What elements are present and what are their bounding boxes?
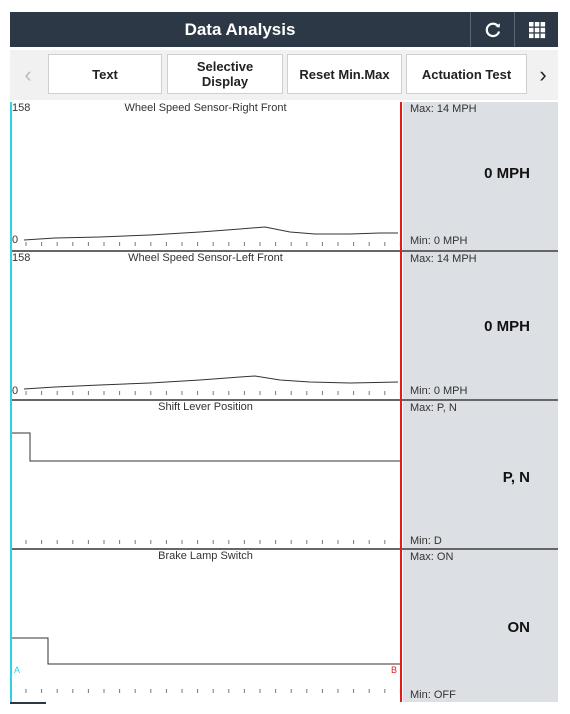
- refresh-icon: [483, 20, 503, 40]
- max-value: Max: P, N: [410, 402, 457, 414]
- actuation-test-button[interactable]: Actuation Test: [406, 54, 527, 94]
- max-value: Max: 14 MPH: [410, 253, 477, 265]
- grid-menu-icon: [528, 21, 546, 39]
- signal-trace: [24, 376, 398, 389]
- text-button[interactable]: Text: [48, 54, 162, 94]
- scale-min-label: 0: [12, 234, 19, 246]
- cursor-a-line[interactable]: [10, 102, 12, 702]
- chevron-right-icon[interactable]: ›: [539, 62, 547, 87]
- min-value: Min: OFF: [410, 689, 456, 701]
- current-value: 0 MPH: [484, 165, 530, 182]
- toolbar: [10, 50, 558, 100]
- scroll-indicator: [10, 702, 46, 704]
- graph-title: Brake Lamp Switch: [158, 550, 253, 562]
- current-value: ON: [507, 619, 530, 636]
- chevron-left-icon[interactable]: ‹: [24, 62, 32, 87]
- value-panel-shift-lever: [403, 401, 558, 548]
- current-value: 0 MPH: [484, 318, 530, 335]
- min-value: Min: 0 MPH: [410, 235, 468, 247]
- value-panel-right-front: [403, 102, 558, 250]
- graph-shift-lever-position[interactable]: [10, 401, 401, 548]
- graph-plot: [10, 550, 401, 702]
- cursor-a-label: A: [14, 665, 21, 675]
- max-value: Max: 14 MPH: [410, 103, 477, 115]
- graph-brake-lamp-switch[interactable]: [10, 550, 401, 702]
- cursor-b-line[interactable]: [400, 102, 402, 702]
- scale-max-label: 158: [12, 102, 31, 114]
- refresh-button[interactable]: [470, 12, 515, 47]
- cursor-b-label: B: [391, 665, 398, 675]
- signal-trace: [12, 638, 400, 664]
- current-value: P, N: [502, 469, 530, 486]
- min-value: Min: D: [410, 535, 442, 547]
- reset-min-max-button[interactable]: Reset Min.Max: [287, 54, 402, 94]
- scale-max-label: 158: [12, 252, 31, 264]
- max-value: Max: ON: [410, 551, 454, 563]
- min-value: Min: 0 MPH: [410, 385, 468, 397]
- value-panel-brake-lamp: [403, 550, 558, 702]
- grid-menu-button[interactable]: [514, 12, 559, 47]
- graph-title: Wheel Speed Sensor-Left Front: [128, 252, 283, 264]
- selective-display-button[interactable]: Selective Display: [167, 54, 283, 94]
- graph-title: Shift Lever Position: [158, 401, 253, 413]
- value-panel-left-front: [403, 252, 558, 399]
- graph-wheel-speed-right-front[interactable]: [10, 102, 401, 250]
- scale-min-label: 0: [12, 385, 19, 397]
- signal-trace: [24, 227, 398, 240]
- graph-title: Wheel Speed Sensor-Right Front: [124, 102, 287, 114]
- title-bar: [10, 12, 558, 47]
- graph-plot: [10, 401, 401, 548]
- graph-wheel-speed-left-front[interactable]: [10, 252, 401, 399]
- graph-plot: [10, 252, 401, 399]
- graph-plot: [10, 102, 401, 250]
- page-title: Data Analysis: [184, 20, 296, 39]
- signal-trace: [12, 433, 400, 461]
